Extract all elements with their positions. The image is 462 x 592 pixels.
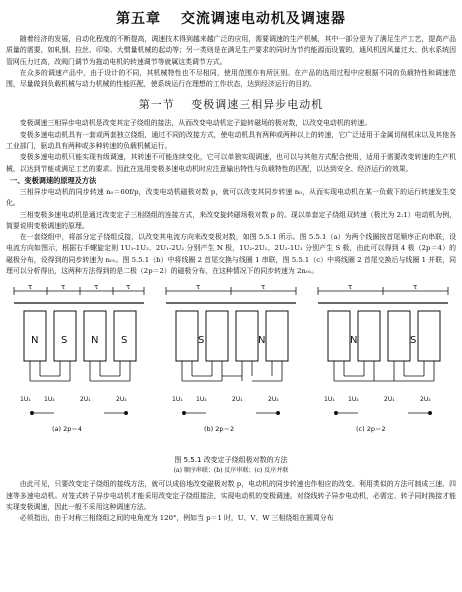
subfigure-b xyxy=(166,283,296,415)
pitch-label-a2: τ xyxy=(61,283,66,292)
coil-label-b3: 2U₁ xyxy=(232,396,243,404)
subfigure-label-c: (c) 2p＝2 xyxy=(356,425,386,434)
pitch-label-a1: τ xyxy=(28,283,33,292)
subfigure-label-b: (b) 2p＝2 xyxy=(204,425,235,434)
section-paragraph-3: 变极多速电动机只能实现有级调速，其转速不可能连续变化，它可以单独实现调速，也可以与其他方式配合使用，适用于需要改变转速的生产机械，以达到节能或满足工艺的要求。因此在选用变极多速电动机时应注意输出特性与负载特性的匹配，以达到安全、经济运行的效果。 xyxy=(6,153,456,173)
intro-paragraph-2: 在众多的调速产品中，由于设计的不同，其机械特性也不尽相同，使用范围亦有所区别。在产品的选用过程中应根据不同的负载特性和调速范围，尽量做到负载机械与动力机械的性能匹配，使系统运行在理想的工作状态，达到经济运行的目的。 xyxy=(6,68,456,89)
pole-b1: S xyxy=(198,335,205,347)
pitch-label-c1: τ xyxy=(348,283,353,292)
coil-label-b4: 2U₂ xyxy=(268,396,279,404)
pole-c1: N xyxy=(350,335,358,347)
intro-paragraph-1: 随着经济的发展，自动化程度的不断提高，调速技术得到越来越广泛的应用，需要调速的生产机械，其中一部分是为了满足生产工艺，提高产品质量的需要，如轧钢、拉丝、印染、大惯量机械的起动等；另一类则是在满足生产要求的同时为节约能源而设置的，通风机因风量过大、供水系统因管网压力过高，改阀门调节为拖动电机的转速调节等就属这类调节方式。 xyxy=(6,35,456,66)
chapter-title xyxy=(6,8,456,28)
coil-label-c4: 2U₂ xyxy=(420,396,431,404)
coil-label-c2: 1U₂ xyxy=(348,396,359,404)
chapter-heading: 交流调速电动机及调速器 xyxy=(180,11,346,27)
pole-a4: S xyxy=(121,335,128,347)
figure-caption: 图 5.5.1 改变定子绕组极对数的方法 xyxy=(174,456,288,465)
section-number: 第一节 xyxy=(138,98,175,112)
section-heading: 变极调速三相异步电动机 xyxy=(191,98,324,112)
winding-diagram xyxy=(6,281,456,453)
figure-sub-caption: (a) 顺序串联；(b) 反序串联；(c) 反序并联 xyxy=(173,467,289,475)
chapter-number: 第五章 xyxy=(116,11,162,27)
coil-label-c3: 2U₁ xyxy=(384,396,395,404)
subsection-title: 一、变极调速的原理及方法 xyxy=(10,175,97,185)
coil-label-a1: 1U₁ xyxy=(20,396,31,404)
pole-c2: S xyxy=(410,335,417,347)
pole-a3: N xyxy=(91,335,99,347)
pole-a2: S xyxy=(61,335,68,347)
subfigure-a xyxy=(14,283,144,415)
principle-paragraph-3: 在一套绕组中，将部分定子绕组反接，以改变其电流方向来改变极对数，如图 5.5.1 所示。图 5.5.1（a）为两个线圈按首尾顺序正向串联，设电流方向如图示，根据右手螺旋定则 1U₁-1U₂、2U₁-2U₂ 分别产生 N 极，1U₂-2U₁、2U₂-1U₁ 分别产生 S 极，由此可以得到 4 极（2p＝4）的磁极分布，设得到的同步转速为 n₀₁。图 5.5.1（b）中将线圈 2 首尾交换与线圈 1 串联，图 5.5.1（c）中将线圈 2 首尾交换后与线圈 1 并联，同理可以分析得出，这两种方法得到的是二极（2p＝2）的磁极分布，在这种情况下的同步转速为 2n₀₁。 xyxy=(6,233,456,276)
pitch-label-a4: τ xyxy=(126,283,131,292)
pole-a1: N xyxy=(31,335,39,347)
section-paragraph-2: 变极多速电动机具有一套或两套独立绕组，通过不同的改接方式，使电动机具有两种或两种以上的转速，它广泛适用于金属切削机床以及其他各工业部门，驱动具有两种或多种转速的负载机械运行。 xyxy=(6,130,456,151)
subfigure-label-a: (a) 2p＝4 xyxy=(52,425,83,434)
coil-label-b2: 1U₂ xyxy=(196,396,207,404)
pitch-label-a3: τ xyxy=(94,283,99,292)
pitch-label-b1: τ xyxy=(196,283,201,292)
principle-paragraph-1: 三相异步电动机的同步转速 n₀＝60f/p，改变电动机磁极对数 p，就可以改变其同步转速 n₀，从而实现电动机在某一负载下的运行转速发生变化。 xyxy=(6,187,456,208)
closing-paragraph-1: 由此可见，只要改变定子绕组的接线方法，就可以成倍地改变磁极对数 p，电动机的同步转速也作相应的改变。利用类似的方法可制成三速、四速等多速电动机。对笼式转子异步电动机才能采用改变定子绕组接法，实现电动机的变极调速。对绕线转子异步电动机，必需定、转子同时换接才能实现变极调速，因此一般不采用这种调速方法。 xyxy=(6,480,456,511)
section-title xyxy=(6,96,456,112)
coil-label-b1: 1U₁ xyxy=(172,396,183,404)
principle-paragraph-2: 三相变极多速电动机是通过改变定子三相绕组的连接方式，来改变旋转磁场极对数 p 的。现以单套定子绕组双转速（极比为 2:1）电动机为例，简要说明变极调速的原理。 xyxy=(6,210,456,230)
closing-paragraph-2: 必须指出，由于对称三相绕组之间的电角度为 120°，例如当 p＝1 时，U、V、W 三相绕组在圆周分布 xyxy=(19,514,334,523)
pole-b2: N xyxy=(258,335,266,347)
figure-5-5-1 xyxy=(6,281,456,453)
subfigure-c xyxy=(318,283,448,415)
coil-label-a2: 1U₂ xyxy=(44,396,55,404)
pitch-label-c2: τ xyxy=(413,283,418,292)
section-paragraph-1: 变极调速三相异步电动机是改变其定子绕组的接法，从而改变电动机定子旋转磁场的极对数，以改变电动机的转速。 xyxy=(19,119,372,128)
pitch-label-b2: τ xyxy=(261,283,266,292)
coil-label-a4: 2U₂ xyxy=(116,396,127,404)
coil-label-a3: 2U₁ xyxy=(80,396,91,404)
coil-label-c1: 1U₁ xyxy=(324,396,335,404)
